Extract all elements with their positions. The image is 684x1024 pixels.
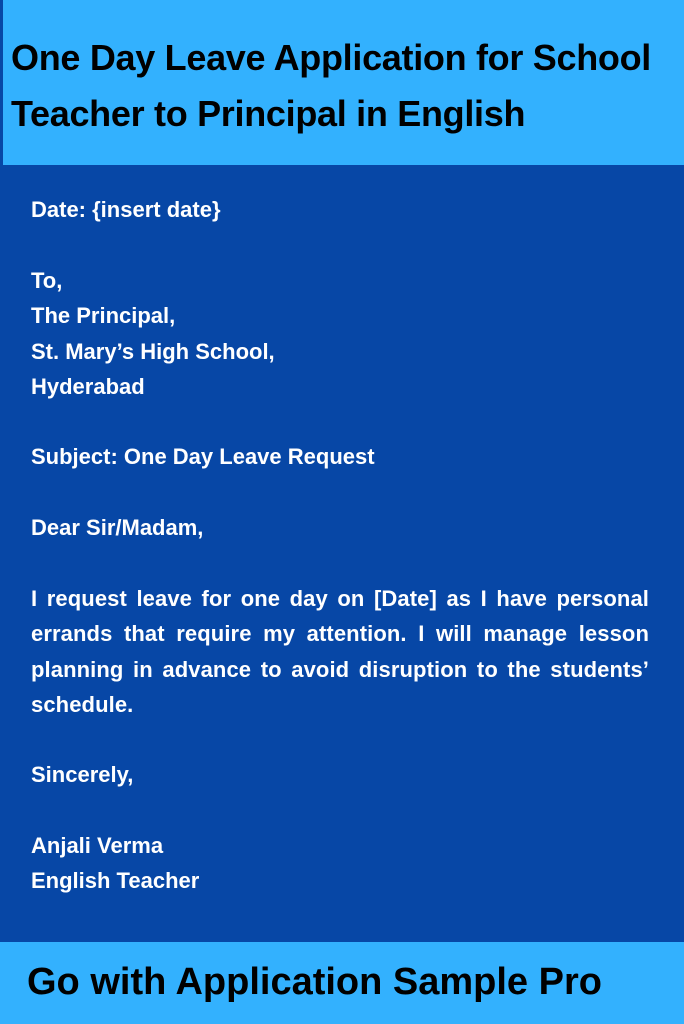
page-title-line-2: Teacher to Principal in English (11, 93, 526, 134)
page-title (11, 30, 684, 142)
letter-salutation: Dear Sir/Madam, (31, 515, 204, 540)
letter-body: I request leave for one day on [Date] as I have personal errands that require my attention. I will manage lesson planning in advance to avoid disruption to the students’ schedule. (31, 586, 649, 717)
page-header (0, 0, 684, 165)
letter-closing: Sincerely, (31, 762, 134, 787)
recipient-line-to: To, (31, 268, 63, 293)
letter-recipient (31, 263, 649, 404)
page-title-line-1: One Day Leave Application for School (11, 37, 651, 78)
page-footer (0, 942, 684, 1024)
footer-banner-text: Go with Application Sample Pro (27, 961, 602, 1003)
recipient-line-principal: The Principal, (31, 303, 176, 329)
sender-title: English Teacher (31, 868, 200, 894)
recipient-line-school: St. Mary’s High School, (31, 338, 275, 364)
recipient-line-city: Hyderabad (31, 373, 145, 399)
letter-subject: Subject: One Day Leave Request (31, 444, 375, 469)
letter-card (0, 165, 684, 942)
letter-date: Date: {insert date} (31, 197, 221, 222)
letter-signature (31, 828, 649, 899)
sender-name: Anjali Verma (31, 833, 164, 858)
